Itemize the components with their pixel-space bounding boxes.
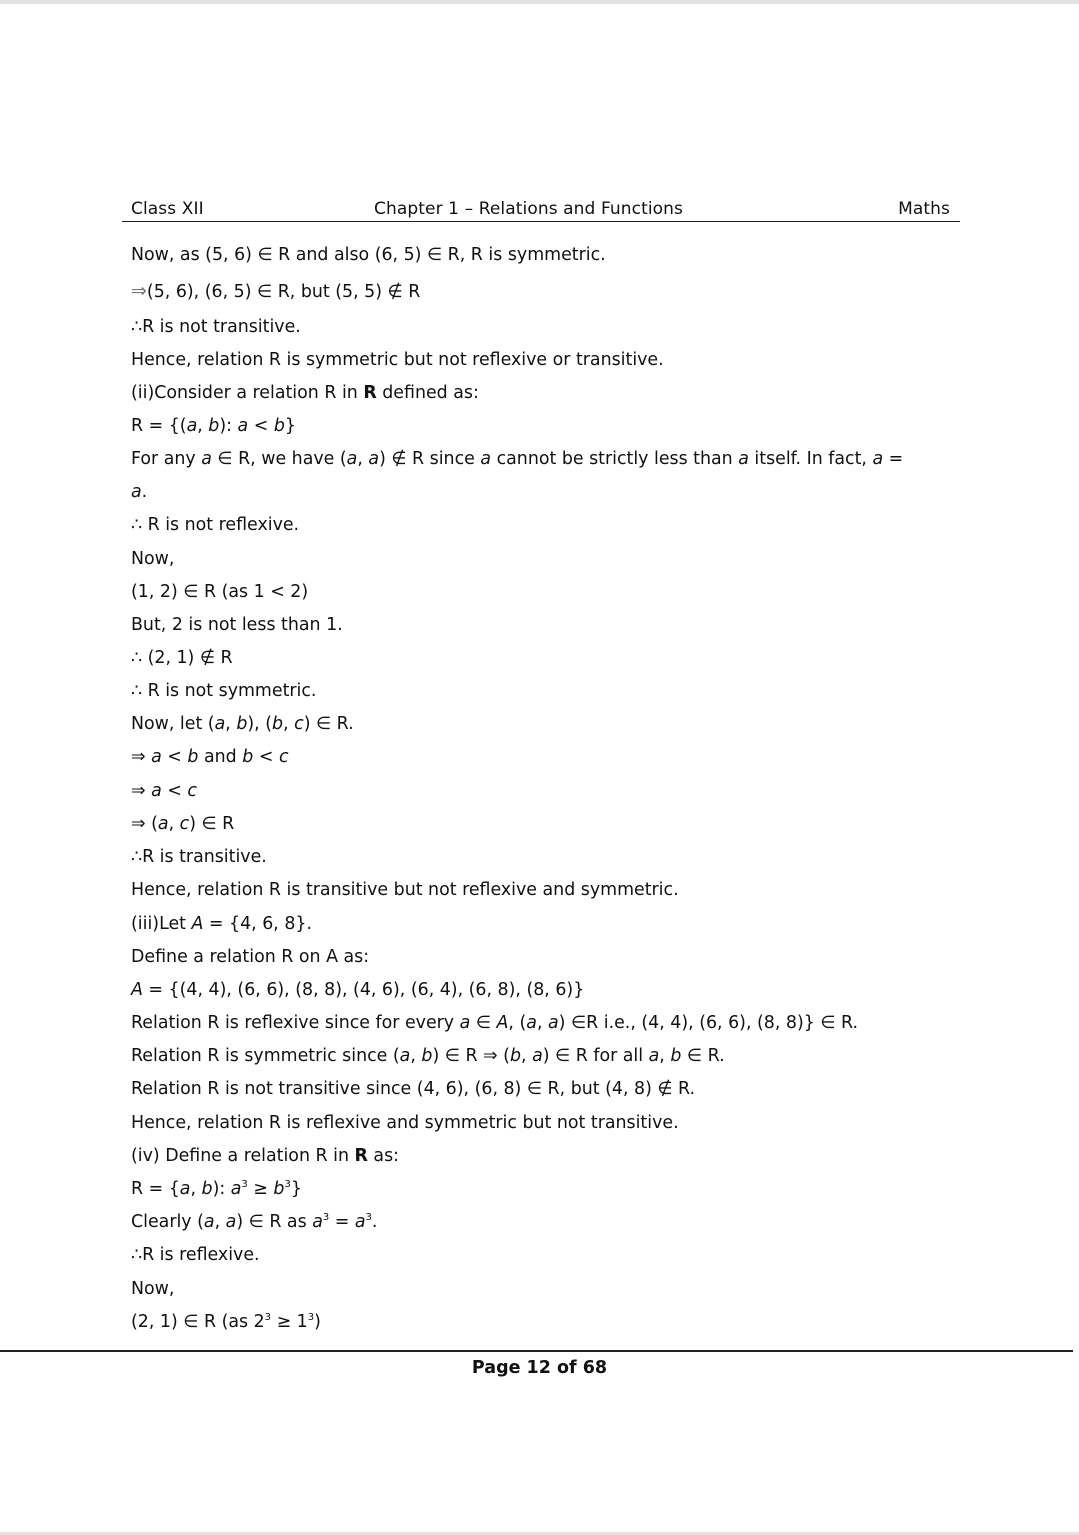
text-line: ⇒ (a, c) ∈ R — [131, 814, 235, 834]
text-line: Define a relation R on A as: — [131, 947, 370, 967]
text-line: Hence, relation R is symmetric but not reflexive or transitive. — [131, 350, 664, 370]
text-line: (ii)Consider a relation R in R defined as: — [131, 383, 479, 403]
header-subject: Maths — [898, 199, 950, 219]
text-line: A = {(4, 4), (6, 6), (8, 8), (4, 6), (6, 4), (6, 8), (8, 6)} — [131, 980, 585, 1000]
text-line: ∴ R is not symmetric. — [131, 681, 317, 701]
text-line: R = {a, b): $a^3 \ge b^3$} — [131, 1179, 302, 1199]
text-line: Now, let (a, b), (b, c) ∈ R. — [131, 714, 354, 734]
text-line: Now, — [131, 549, 175, 569]
text-line: Now, as (5, 6) ∈ R and also (6, 5) ∈ R, R is symmetric. — [131, 245, 606, 265]
header-class: Class XII — [131, 199, 204, 219]
text-line: But, 2 is not less than 1. — [131, 615, 343, 635]
text-line: Relation R is reflexive since for every a ∈ A, (a, a) ∈R i.e., (4, 4), (6, 6), (8, 8)} ∈ R. — [131, 1013, 859, 1033]
text-line: Relation R is symmetric since (a, b) ∈ R ⇒ (b, a) ∈ R for all a, b ∈ R. — [131, 1046, 725, 1066]
text-line: Relation R is not transitive since (4, 6), (6, 8) ∈ R, but (4, 8) ∉ R. — [131, 1079, 696, 1099]
text-line: Hence, relation R is transitive but not reflexive and symmetric. — [131, 880, 679, 900]
text-line: a. — [131, 482, 148, 502]
text-line: Hence, relation R is reflexive and symmetric but not transitive. — [131, 1113, 679, 1133]
text-line: ∴R is transitive. — [131, 847, 267, 867]
header-chapter: Chapter 1 – Relations and Functions — [374, 199, 684, 219]
footer-divider — [0, 1350, 1073, 1352]
text-line: R = {(a, b): a < b} — [131, 416, 296, 436]
text-line: (1, 2) ∈ R (as 1 < 2) — [131, 582, 309, 602]
implies-arrow-icon: ⇒ — [131, 280, 147, 302]
text-line: ∴ (2, 1) ∉ R — [131, 648, 233, 668]
page-header — [122, 197, 960, 222]
text-line: Now, — [131, 1279, 175, 1299]
text-line: ⇒ a < c — [131, 781, 197, 801]
text-line: (iii)Let A = {4, 6, 8}. — [131, 914, 312, 934]
viewer-top-band — [0, 0, 1079, 4]
text-line: ∴ R is not reflexive. — [131, 515, 300, 535]
text-line: ∴R is reflexive. — [131, 1245, 260, 1265]
text-line: ⇒(5, 6), (6, 5) ∈ R, but (5, 5) ∉ R — [131, 280, 421, 302]
text-line: ∴R is not transitive. — [131, 317, 301, 337]
page-number: Page 12 of 68 — [471, 1358, 608, 1378]
text-line: Clearly (a, a) ∈ R as $a^3 = a^3$. — [131, 1212, 378, 1232]
text-line: (iv) Define a relation R in R as: — [131, 1146, 400, 1166]
text-line: For any a ∈ R, we have (a, a) ∉ R since a cannot be strictly less than a itself. In fact, a = — [131, 449, 904, 469]
text-line: (2, 1) ∈ R (as $2^3 \ge 1^3$) — [131, 1312, 321, 1332]
text-line: ⇒ a < b and b < c — [131, 747, 289, 767]
